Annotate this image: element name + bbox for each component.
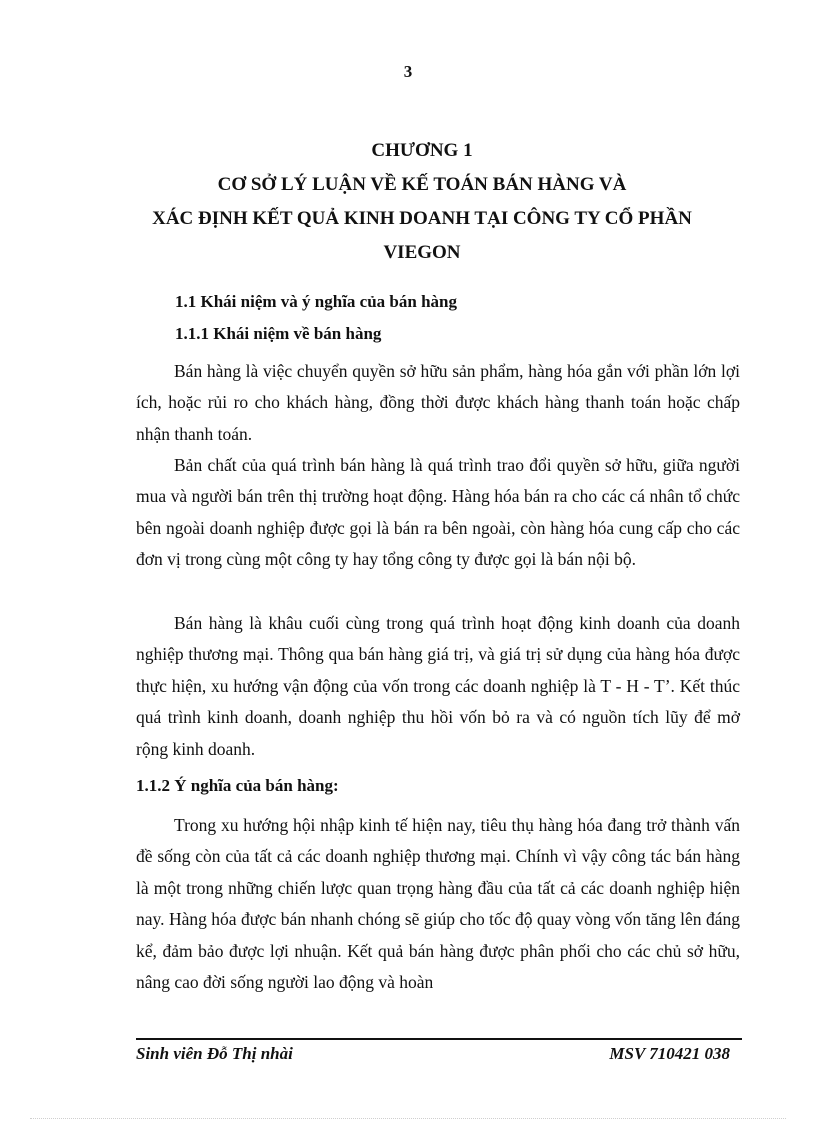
chapter-heading [120,134,724,270]
chapter-title-line-3: VIEGON [383,242,461,263]
paragraph-significance: Trong xu hướng hội nhập kinh tế hiện nay, tiêu thụ hàng hóa đang trở thành vấn đề sống còn của tất cả các doanh nghiệp thương mại. Chính vì vậy công tác bán hàng là một trong những chiến lược quan trọng hàng đầu của tất cả các doanh nghiệp hiện nay. Hàng hóa được bán nhanh chóng sẽ giúp cho tốc độ quay vòng vốn tăng lên đáng kể, đảm bảo được lợi nhuận. Kết quả bán hàng được phân phối cho các chủ sở hữu, nâng cao đời sống người lao động và hoàn [136,814,740,992]
page-bottom-edge [30,1118,786,1119]
footer-student-name: Sinh viên Đỗ Thị nhài [136,1044,293,1063]
paragraph-final-stage: Bán hàng là khâu cuối cùng trong quá trình hoạt động kinh doanh của doanh nghiệp thương mại. Thông qua bán hàng giá trị, và giá trị sử dụng của hàng hóa được thực hiện, xu hướng vận động của vốn trong các doanh nghiệp là T - H - T’. Kết thúc quá trình kinh doanh, doanh nghiệp thu hồi vốn bỏ ra và có nguồn tích lũy để mở rộng kinh doanh. [136,612,740,759]
chapter-number: CHƯƠNG 1 [371,140,473,161]
footer-divider [136,1038,742,1040]
paragraph-nature: Bản chất của quá trình bán hàng là quá trình trao đổi quyền sở hữu, giữa người mua và người bán trên thị trường hoạt động. Hàng hóa bán ra cho các cá nhân tổ chức bên ngoài doanh nghiệp được gọi là bán ra bên ngoài, còn hàng hóa cung cấp cho các đơn vị trong cùng một công ty hay tổng công ty được gọi là bán nội bộ. [136,454,740,569]
section-heading-1-1: 1.1 Khái niệm và ý nghĩa của bán hàng [175,292,457,311]
section-heading-1-1-1: 1.1.1 Khái niệm về bán hàng [175,324,382,343]
footer-student-id: MSV 710421 038 [609,1044,730,1063]
paragraph-definition: Bán hàng là việc chuyển quyền sở hữu sản phẩm, hàng hóa gắn với phần lớn lợi ích, hoặc rủi ro cho khách hàng, đồng thời được khách hàng thanh toán hoặc chấp nhận thanh toán. [136,360,740,444]
section-heading-1-1-2: 1.1.2 Ý nghĩa của bán hàng: [136,776,339,795]
page-number: 3 [403,62,413,81]
chapter-title-line-2: XÁC ĐỊNH KẾT QUẢ KINH DOANH TẠI CÔNG TY CỔ PHẦN [152,208,692,229]
chapter-title-line-1: CƠ SỞ LÝ LUẬN VỀ KẾ TOÁN BÁN HÀNG VÀ [217,174,627,195]
